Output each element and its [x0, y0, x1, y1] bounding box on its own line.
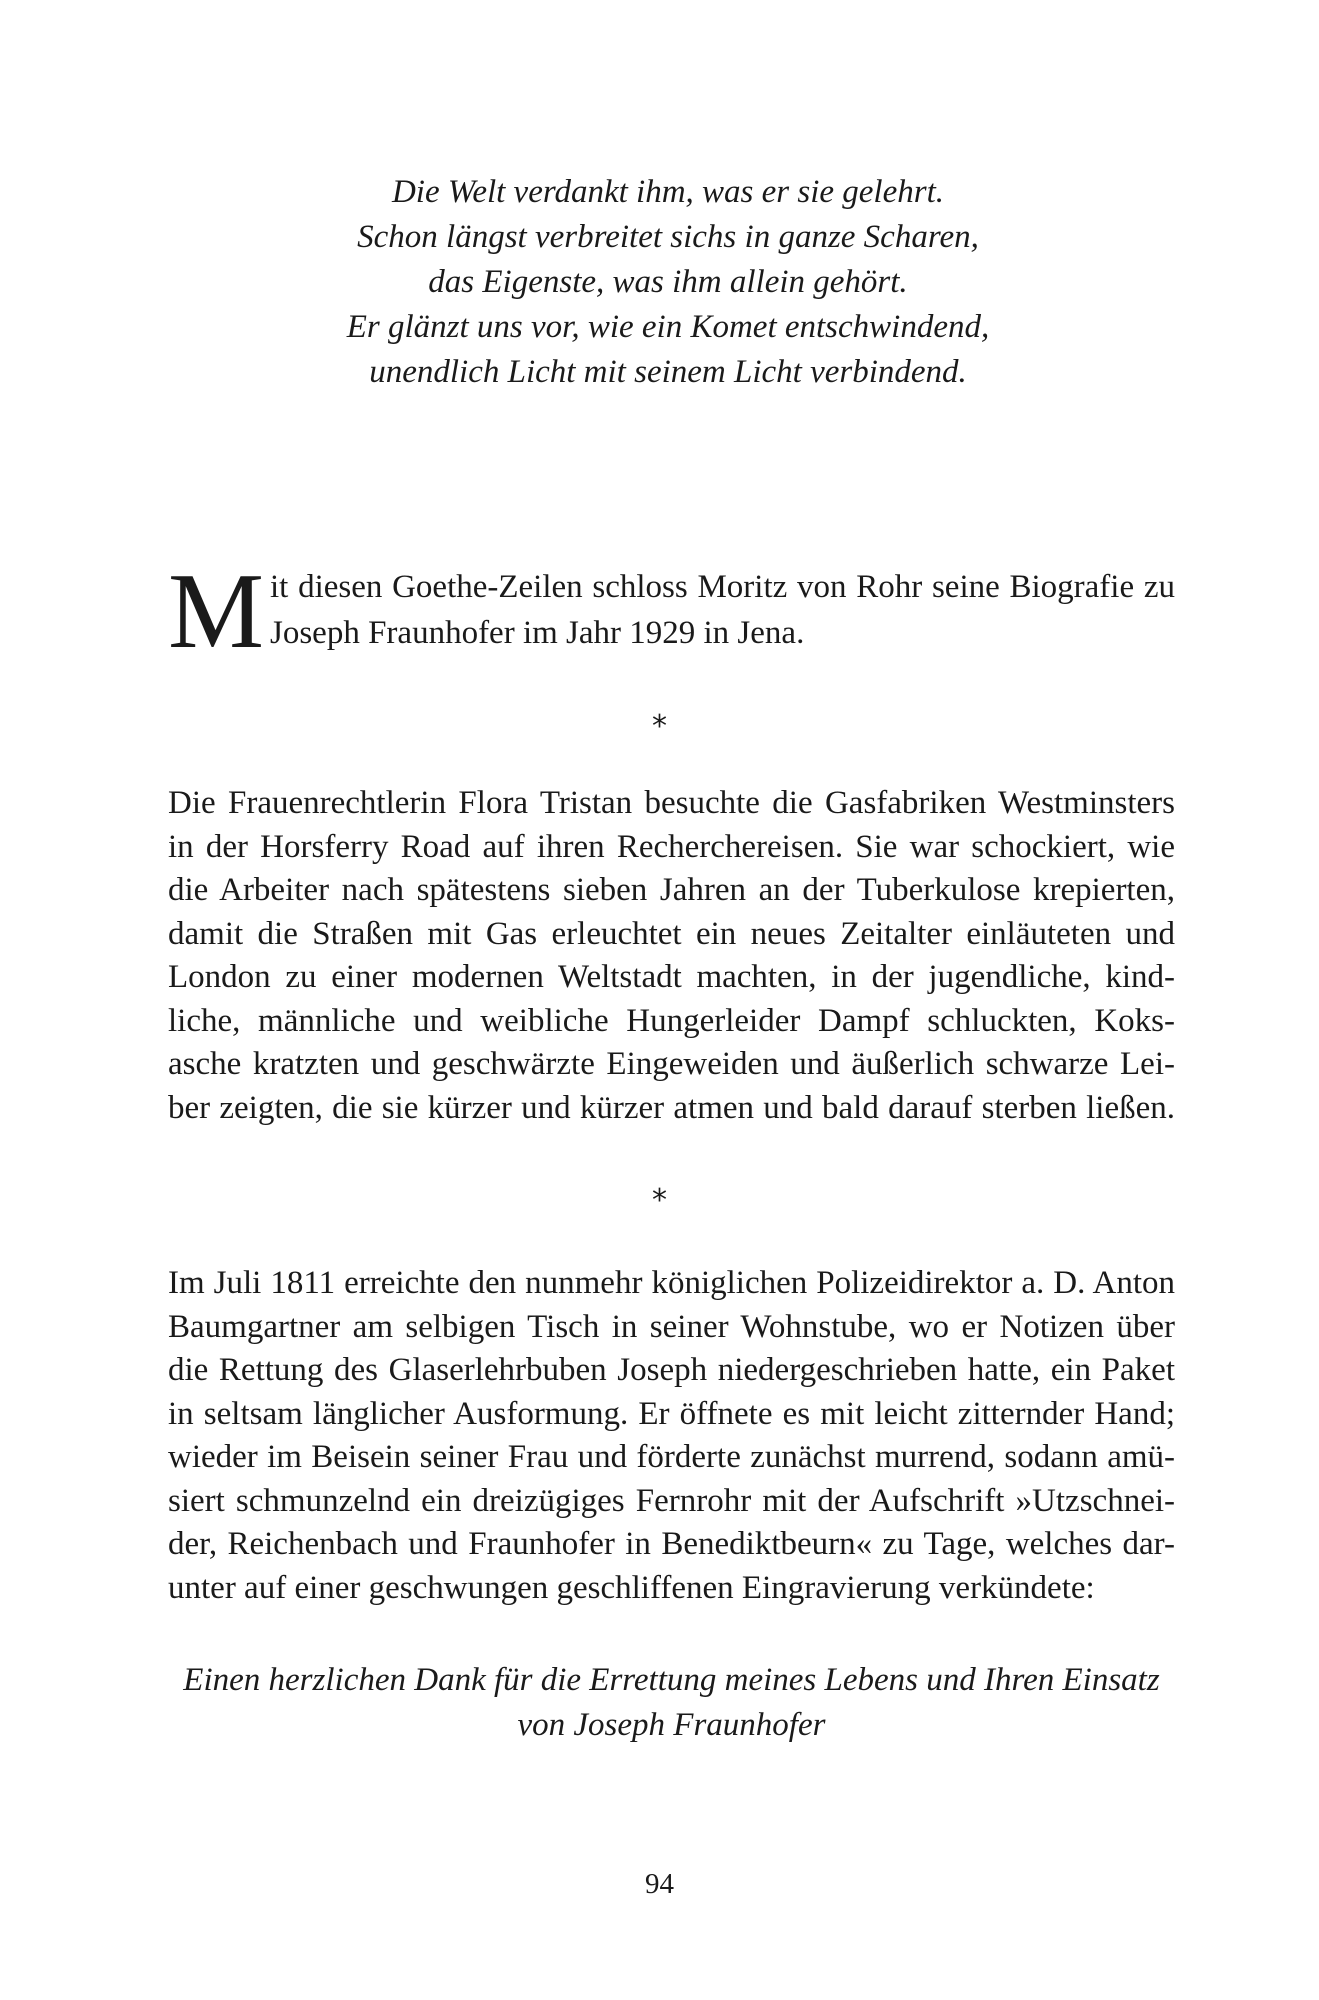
paragraph-line: Im Juli 1811 erreichte den nunmehr königlichen Polizeidirektor a. D. Anton	[168, 1265, 1175, 1301]
intro-line: it diesen Goethe-Zeilen schloss Moritz von Rohr seine Biografie zu	[270, 569, 1175, 605]
paragraph-line: unter auf einer geschwungen geschliffenen Eingravierung verkündete:	[168, 1569, 1095, 1606]
paragraph-tristan	[168, 782, 1175, 1130]
drop-cap: M	[168, 552, 265, 671]
verse-line: Schon längst verbreitet sichs in ganze Scharen,	[357, 219, 979, 255]
engraving-dedication	[168, 1658, 1175, 1748]
verse-line: Er glänzt uns vor, wie ein Komet entschwindend,	[346, 309, 990, 345]
paragraph-line: liche, männliche und weibliche Hungerleider Dampf schluckten, Koks-	[168, 1002, 1175, 1039]
verse-line: das Eigenste, was ihm allein gehört.	[428, 264, 908, 300]
verse-line: unendlich Licht mit seinem Licht verbindend.	[369, 354, 967, 390]
section-separator: *	[652, 709, 667, 744]
dedication-line: Einen herzlichen Dank für die Errettung meines Lebens und Ihren Einsatz	[183, 1662, 1160, 1698]
paragraph-line: ber zeigten, die sie kürzer und kürzer atmen und bald darauf sterben ließen.	[168, 1089, 1175, 1126]
paragraph-line: asche kratzten und geschwärzte Eingeweiden und äußerlich schwarze Lei-	[168, 1046, 1175, 1082]
paragraph-line: damit die Straßen mit Gas erleuchtet ein neues Zeitalter einläuteten und	[168, 915, 1175, 952]
section-separator: *	[652, 1183, 667, 1218]
page-number: 94	[645, 1868, 674, 1900]
paragraph-line: Die Frauenrechtlerin Flora Tristan besuchte die Gasfabriken Westminsters	[168, 785, 1175, 821]
intro-line: Joseph Fraunhofer im Jahr 1929 in Jena.	[270, 615, 805, 651]
paragraph-baumgartner	[168, 1262, 1175, 1610]
intro-paragraph	[168, 552, 1175, 671]
goethe-verse	[168, 170, 1168, 395]
paragraph-line: siert schmunzelnd ein dreizügiges Fernrohr mit der Aufschrift »Utzschnei-	[168, 1482, 1175, 1519]
dedication-line: von Joseph Fraunhofer	[517, 1707, 826, 1743]
paragraph-line: der, Reichenbach und Fraunhofer in Benediktbeurn« zu Tage, welches dar-	[168, 1526, 1175, 1562]
paragraph-line: in der Horsferry Road auf ihren Recherchereisen. Sie war schockiert, wie	[168, 828, 1175, 865]
paragraph-line: Baumgartner am selbigen Tisch in seiner Wohnstube, wo er Notizen über	[168, 1308, 1175, 1345]
paragraph-line: die Arbeiter nach spätestens sieben Jahren an der Tuberkulose krepierten,	[168, 872, 1175, 908]
paragraph-line: London zu einer modernen Weltstadt machten, in der jugendliche, kind-	[168, 959, 1175, 995]
paragraph-line: in seltsam länglicher Ausformung. Er öffnete es mit leicht zitternder Hand;	[168, 1395, 1175, 1432]
paragraph-line: wieder im Beisein seiner Frau und förderte zunächst murrend, sodann amü-	[168, 1439, 1175, 1475]
verse-line: Die Welt verdankt ihm, was er sie gelehrt.	[391, 174, 945, 210]
paragraph-line: die Rettung des Glaserlehrbuben Joseph niedergeschrieben hatte, ein Paket	[168, 1352, 1175, 1388]
